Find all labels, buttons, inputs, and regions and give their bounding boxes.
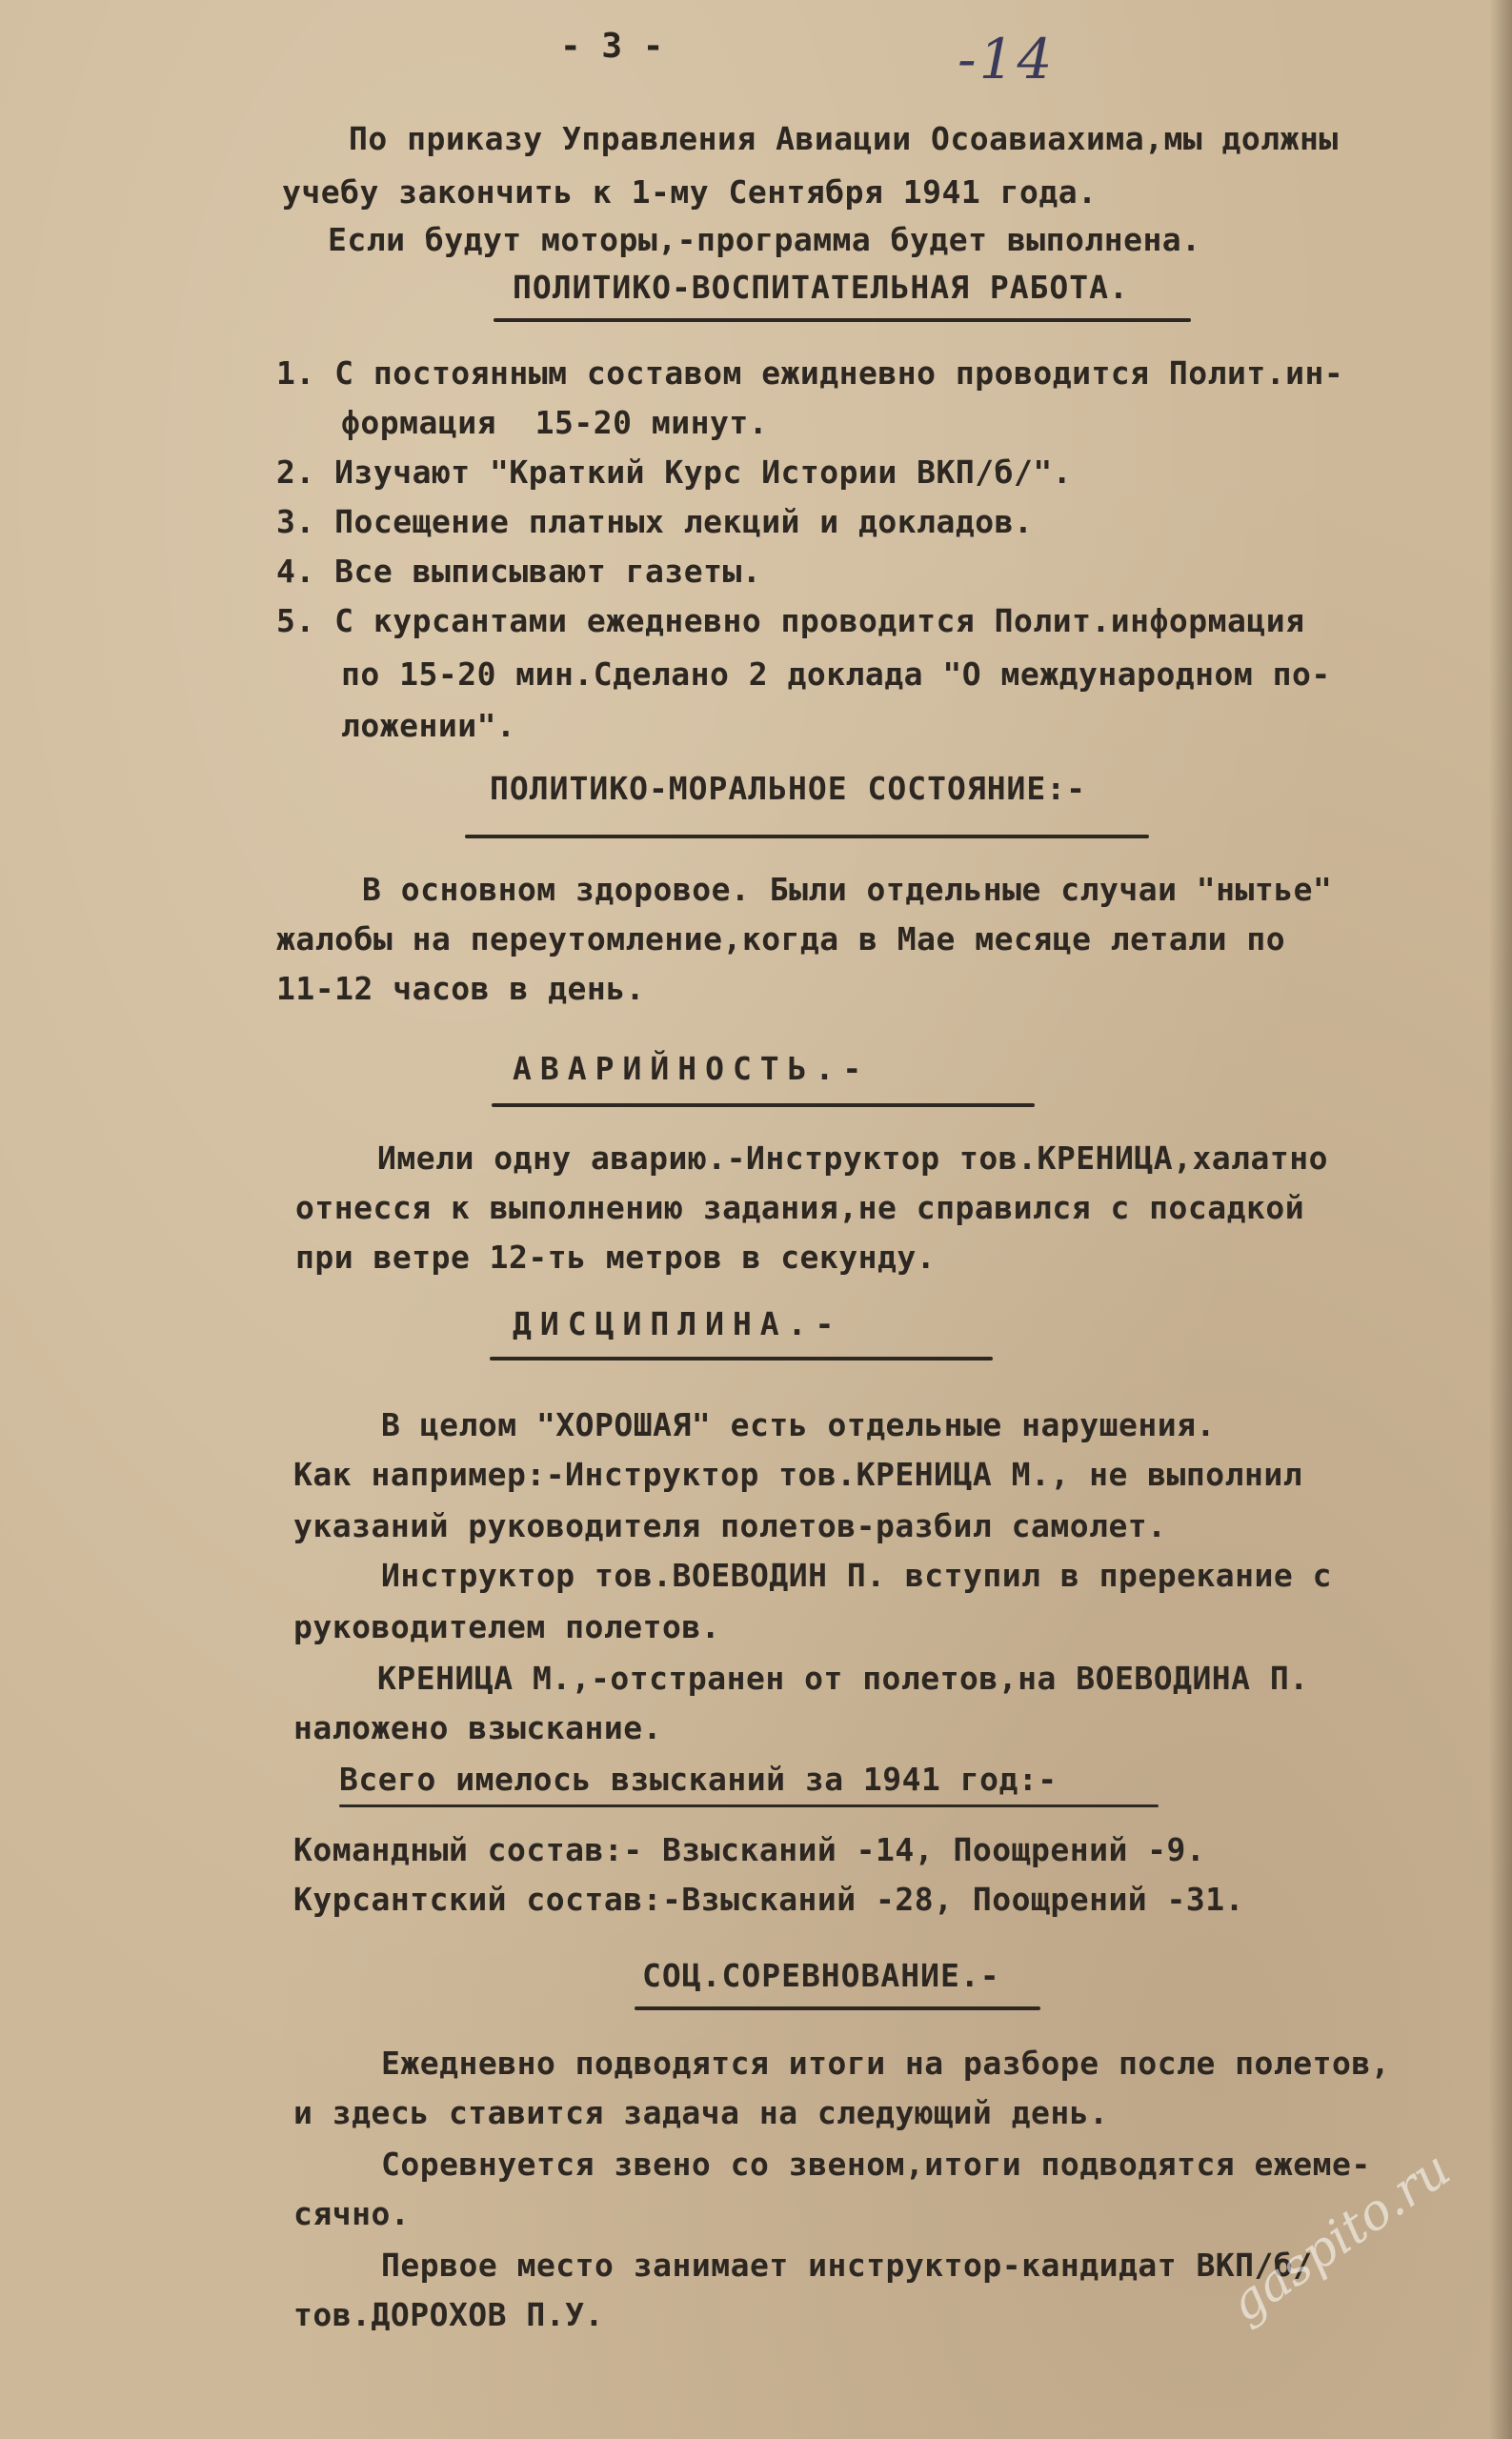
section-title-accidents: АВАРИЙНОСТЬ.-	[513, 1050, 871, 1087]
political-line-6: 5. С курсантами ежедневно проводится Полит.информация	[276, 602, 1305, 639]
political-line-8: ложении".	[341, 707, 516, 744]
section-title-political-work: ПОЛИТИКО-ВОСПИТАТЕЛЬНАЯ РАБОТА.	[513, 269, 1129, 306]
political-line-3: 2. Изучают "Краткий Курс Истории ВКП/б/".	[276, 454, 1073, 491]
intro-line-3: Если будут моторы,-программа будет выполнена.	[328, 221, 1201, 258]
discipline-line-4: Инструктор тов.ВОЕВОДИН П. вступил в пререкание с	[381, 1557, 1333, 1594]
penalties-summary-title: Всего имелось взысканий за 1941 год:-	[339, 1761, 1058, 1798]
title-underline	[490, 1357, 993, 1361]
competition-line-5: Первое место занимает инструктор-кандидат ВКП/б/	[381, 2247, 1313, 2284]
accidents-line-3: при ветре 12-ть метров в секунду.	[295, 1239, 937, 1276]
penalties-command-staff: Командный состав:- Взысканий -14, Поощрений -9.	[293, 1831, 1206, 1868]
paper-edge-shadow	[1489, 0, 1512, 2439]
intro-line-1: По приказу Управления Авиации Осоавиахима,мы должны	[349, 120, 1339, 157]
political-line-1: 1. С постоянным составом ежидневно проводится Полит.ин-	[276, 354, 1344, 392]
discipline-line-3: указаний руководителя полетов-разбил самолет.	[293, 1507, 1167, 1544]
page-number: - 3 -	[560, 27, 664, 66]
moral-line-2: жалобы на переутомление,когда в Мае месяце летали по	[276, 920, 1286, 957]
discipline-line-7: наложено взыскание.	[293, 1709, 662, 1746]
political-line-5: 4. Все выписывают газеты.	[276, 553, 762, 590]
moral-line-1: В основном здоровое. Были отдельные случаи "нытье"	[362, 871, 1333, 908]
competition-line-1: Ежедневно подводятся итоги на разборе после полетов,	[381, 2045, 1391, 2082]
section-title-competition: СОЦ.СОРЕВНОВАНИЕ.-	[642, 1957, 1000, 1994]
accidents-line-1: Имели одну аварию.-Инструктор тов.КРЕНИЦА,халатно	[377, 1139, 1329, 1177]
section-title-discipline: ДИСЦИПЛИНА.-	[513, 1305, 843, 1342]
accidents-line-2: отнесся к выполнению задания,не справился с посадкой	[295, 1189, 1305, 1226]
competition-line-4: сячно.	[293, 2195, 411, 2232]
title-underline	[465, 835, 1149, 838]
discipline-line-6: КРЕНИЦА М.,-отстранен от полетов,на ВОЕВОДИНА П.	[377, 1660, 1309, 1697]
watermark: gaspito.ru	[1220, 2140, 1462, 2334]
competition-line-2: и здесь ставится задача на следующий день.	[293, 2094, 1109, 2131]
title-underline	[494, 318, 1191, 322]
intro-line-2: учебу закончить к 1-му Сентября 1941 года.	[282, 173, 1098, 211]
discipline-line-5: руководителем полетов.	[293, 1608, 721, 1645]
handwritten-page-number: -14	[958, 27, 1056, 91]
penalties-cadet-staff: Курсантский состав:-Взысканий -28, Поощрений -31.	[293, 1881, 1245, 1918]
title-underline	[635, 2006, 1040, 2010]
title-underline	[492, 1103, 1035, 1107]
political-line-7: по 15-20 мин.Сделано 2 доклада "О международном по-	[341, 655, 1331, 693]
summary-underline	[339, 1804, 1159, 1807]
discipline-line-1: В целом "ХОРОШАЯ" есть отдельные нарушения.	[381, 1406, 1216, 1443]
section-title-political-moral: ПОЛИТИКО-МОРАЛЬНОЕ СОСТОЯНИЕ:-	[490, 770, 1087, 807]
political-line-4: 3. Посещение платных лекций и докладов.	[276, 503, 1034, 540]
moral-line-3: 11-12 часов в день.	[276, 970, 645, 1007]
discipline-line-2: Как например:-Инструктор тов.КРЕНИЦА М., не выполнил	[293, 1456, 1303, 1493]
political-line-2: формация 15-20 минут.	[341, 404, 769, 441]
competition-line-6: тов.ДОРОХОВ П.У.	[293, 2296, 604, 2333]
competition-line-3: Соревнуется звено со звеном,итоги подводятся ежеме-	[381, 2146, 1371, 2183]
